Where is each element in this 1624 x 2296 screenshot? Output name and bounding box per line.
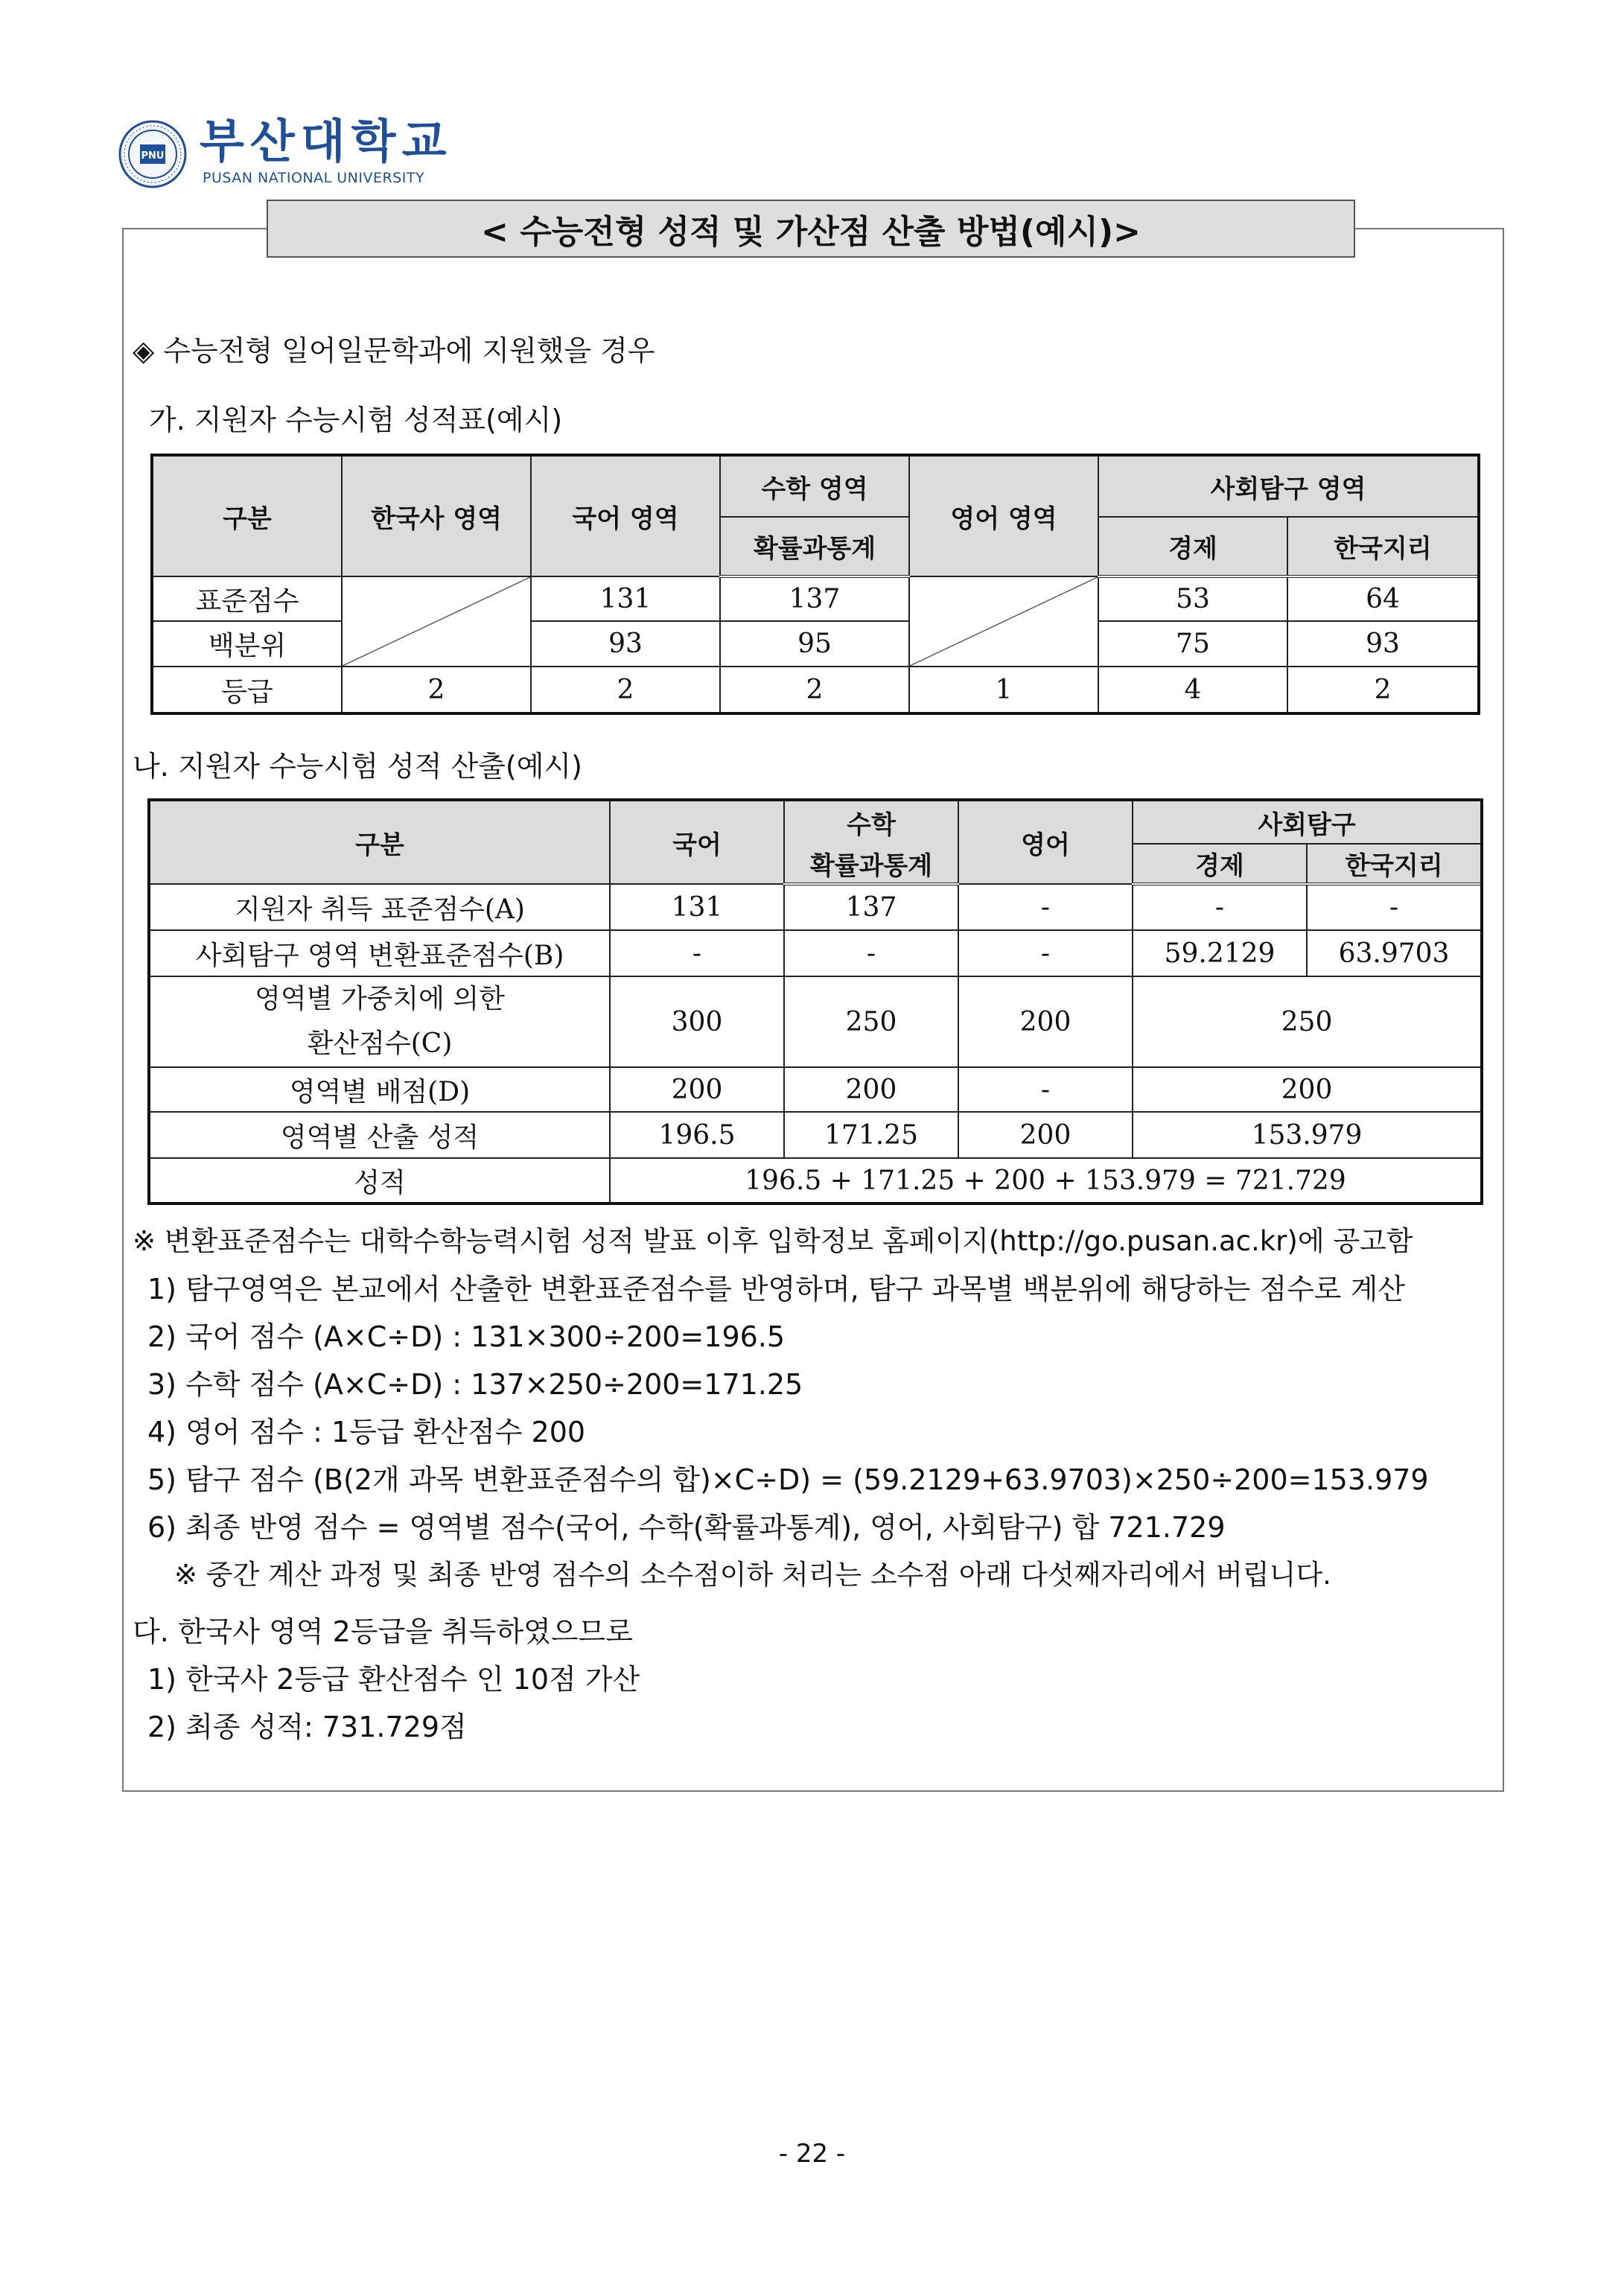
cell-korean-geo: 2 xyxy=(1287,667,1478,713)
cell-english: 1 xyxy=(909,667,1098,713)
table-row xyxy=(150,884,1481,930)
cell-korean: 200 xyxy=(610,1067,784,1112)
row-label: 표준점수 xyxy=(153,576,342,621)
header-korean-history: 한국사 영역 xyxy=(342,456,531,576)
table-row xyxy=(150,1158,1481,1203)
university-name-english: PUSAN NATIONAL UNIVERSITY xyxy=(203,170,425,186)
diagonal-cell xyxy=(342,576,531,667)
row-label: 영역별 배점(D) xyxy=(150,1067,610,1112)
row-label-line: 영역별 가중치에 의한 xyxy=(255,984,505,1014)
cell-social: 250 xyxy=(1133,976,1481,1067)
note-item: 1) 탐구영역은 본교에서 산출한 변환표준점수를 반영하며, 탐구 과목별 백분위에 해당하는 점수로 계산 xyxy=(147,1273,1405,1306)
cell-economics: 59.2129 xyxy=(1133,930,1307,976)
cell-english: 200 xyxy=(958,1112,1133,1158)
cell-economics: - xyxy=(1133,884,1307,930)
cell-korean: 196.5 xyxy=(610,1112,784,1158)
cell-korean: 2 xyxy=(531,667,720,713)
cell-english: - xyxy=(958,884,1133,930)
section-c-heading: 다. 한국사 영역 2등급을 취득하였으므로 xyxy=(133,1615,633,1648)
cell-korean-geo: 64 xyxy=(1287,576,1478,621)
cell-korean-geo: 63.9703 xyxy=(1307,930,1481,976)
score-report-table xyxy=(152,455,1479,713)
header-english: 영어 xyxy=(958,801,1133,884)
cell-math: 137 xyxy=(784,884,958,930)
note-item: 5) 탐구 점수 (B(2개 과목 변환표준점수의 합)×C÷D) = (59.2129+63.9703)×250÷200=153.979 xyxy=(147,1463,1429,1496)
header-korean: 국어 영역 xyxy=(531,456,720,576)
university-logo xyxy=(118,114,453,194)
page-title: < 수능전형 성적 및 가산점 산출 방법(예시)> xyxy=(267,200,1355,258)
diagonal-cell xyxy=(909,576,1098,667)
row-label: 성적 xyxy=(150,1158,610,1203)
table-row xyxy=(153,576,1478,621)
cell-math: 200 xyxy=(784,1067,958,1112)
university-name-korean: 부산대학교 xyxy=(200,114,453,168)
row-label: 등급 xyxy=(153,667,342,713)
cell-english: - xyxy=(958,930,1133,976)
section-c-item: 1) 한국사 2등급 환산점수 인 10점 가산 xyxy=(147,1663,640,1696)
cell-korean-geo: 93 xyxy=(1287,621,1478,667)
row-label: 백분위 xyxy=(153,621,342,667)
row-label: 사회탐구 영역 변환표준점수(B) xyxy=(150,930,610,976)
cell-social: 153.979 xyxy=(1133,1112,1481,1158)
table-row xyxy=(153,667,1478,713)
header-social: 사회탐구 xyxy=(1133,801,1481,844)
note-item: 6) 최종 반영 점수 = 영역별 점수(국어, 수학(확률과통계), 영어, 사회탐구) 합 721.729 xyxy=(147,1511,1226,1544)
header-korean-geo: 한국지리 xyxy=(1307,844,1481,884)
row-label: 영역별 산출 성적 xyxy=(150,1112,610,1158)
cell-korean-geo: - xyxy=(1307,884,1481,930)
cell-math: 250 xyxy=(784,976,958,1067)
cell-total: 196.5 + 171.25 + 200 + 153.979 = 721.729 xyxy=(610,1158,1481,1203)
header-math: 수학 영역 xyxy=(720,456,909,517)
section-a-heading: 가. 지원자 수능시험 성적표(예시) xyxy=(149,404,563,436)
cell-korean-history: 2 xyxy=(342,667,531,713)
table-row xyxy=(150,1067,1481,1112)
header-korean-geo: 한국지리 xyxy=(1287,517,1478,576)
cell-korean: 93 xyxy=(531,621,720,667)
cell-korean: 131 xyxy=(531,576,720,621)
table-row xyxy=(150,976,1481,1067)
header-english: 영어 영역 xyxy=(909,456,1098,576)
note-item: 2) 국어 점수 (A×C÷D) : 131×300÷200=196.5 xyxy=(147,1320,786,1353)
cell-korean: 300 xyxy=(610,976,784,1067)
cell-economics: 4 xyxy=(1098,667,1287,713)
intro-text: ◈ 수능전형 일어일문학과에 지원했을 경우 xyxy=(133,334,655,367)
seal-text: PNU xyxy=(141,150,165,162)
note-item: 4) 영어 점수 : 1등급 환산점수 200 xyxy=(147,1416,586,1448)
cell-math: 171.25 xyxy=(784,1112,958,1158)
cell-math: - xyxy=(784,930,958,976)
header-gubun: 구분 xyxy=(153,456,342,576)
university-seal-icon xyxy=(118,119,188,189)
cell-english: - xyxy=(958,1067,1133,1112)
table-row xyxy=(150,930,1481,976)
cell-korean: 131 xyxy=(610,884,784,930)
page-number: - 22 - xyxy=(778,2139,846,2169)
cell-economics: 75 xyxy=(1098,621,1287,667)
note-item: 3) 수학 점수 (A×C÷D) : 137×250÷200=171.25 xyxy=(147,1368,803,1401)
cell-social: 200 xyxy=(1133,1067,1481,1112)
section-b-heading: 나. 지원자 수능시험 성적 산출(예시) xyxy=(133,750,582,783)
note-announcement: ※ 변환표준점수는 대학수학능력시험 성적 발표 이후 입학정보 홈페이지(http://go.pusan.ac.kr)에 공고함 xyxy=(133,1225,1413,1257)
header-economics: 경제 xyxy=(1098,517,1287,576)
cell-math: 2 xyxy=(720,667,909,713)
table-row xyxy=(150,1112,1481,1158)
header-gubun: 구분 xyxy=(150,801,610,884)
row-label xyxy=(150,976,610,1067)
section-c-item: 2) 최종 성적: 731.729점 xyxy=(147,1711,467,1743)
score-calculation-table xyxy=(149,800,1482,1203)
cell-economics: 53 xyxy=(1098,576,1287,621)
header-math-sub: 확률과통계 xyxy=(720,517,909,576)
row-label: 지원자 취득 표준점수(A) xyxy=(150,884,610,930)
header-math: 수학 xyxy=(784,801,958,844)
cell-math: 95 xyxy=(720,621,909,667)
row-label-line: 환산점수(C) xyxy=(307,1028,453,1059)
header-math-sub: 확률과통계 xyxy=(784,844,958,884)
note-rounding: ※ 중간 계산 과정 및 최종 반영 점수의 소수점이하 처리는 소수점 아래 다섯째자리에서 버립니다. xyxy=(174,1559,1331,1591)
header-social: 사회탐구 영역 xyxy=(1098,456,1478,517)
header-economics: 경제 xyxy=(1133,844,1307,884)
header-korean: 국어 xyxy=(610,801,784,884)
cell-english: 200 xyxy=(958,976,1133,1067)
cell-math: 137 xyxy=(720,576,909,621)
cell-korean: - xyxy=(610,930,784,976)
